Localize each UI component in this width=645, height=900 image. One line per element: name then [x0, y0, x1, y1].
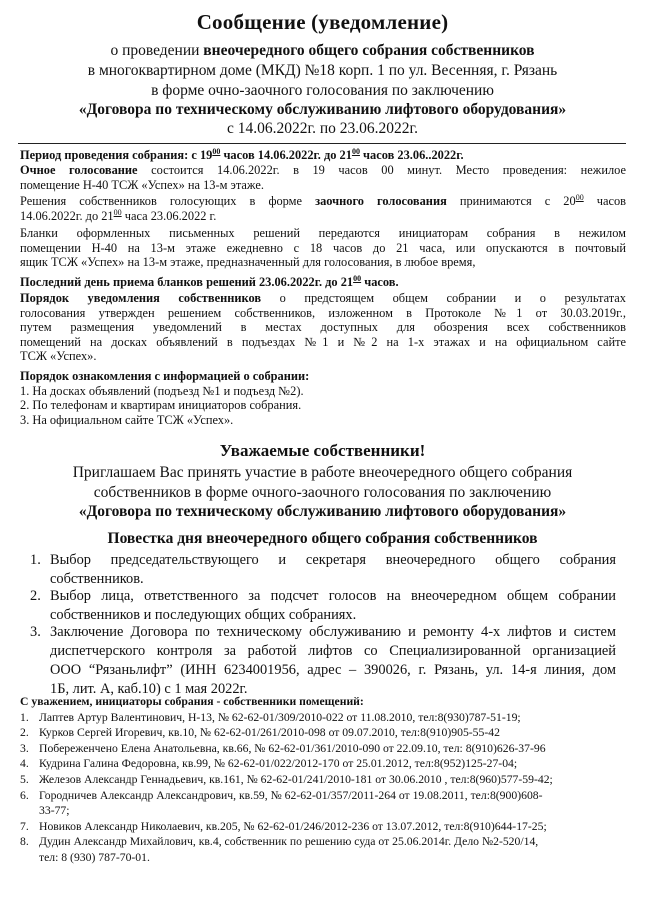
info-item: 1. На досках объявлений (подъезд №1 и подъезд №2). [20, 383, 304, 398]
period-text-b: часов 14.06.2022г. до 21 [220, 148, 352, 162]
header-line-1 [0, 41, 645, 60]
initiator-number: 5. [20, 772, 29, 786]
lastday-text-a: Последний день приема бланков решений 23.06.2022г. до 21 [20, 275, 354, 289]
period-sup-2: 00 [351, 147, 360, 156]
header-contract-title: «Договора по техническому обслуживанию лифтового оборудования» [78, 101, 567, 118]
initiator-number: 1. [20, 710, 29, 724]
period-text-c: часов 23.06..2022г. [359, 148, 464, 162]
initiator-text: Курков Сергей Игоревич, кв.10, № 62-62-01/261/2010-098 от 09.07.2010, тел:8(910)905-55-42 [39, 726, 500, 740]
header-line-2: в многоквартирном доме (МКД) №18 корп. 1 по ул. Весенняя, г. Рязань [87, 62, 558, 79]
lastday-line [20, 275, 626, 290]
ochnoe-line-2: помещение Н-40 ТСЖ «Успех» на 13-м этаже. [20, 177, 264, 192]
initiator-text: 33-77; [39, 804, 70, 818]
lastday-sup: 00 [353, 274, 362, 283]
initiator-number: 8. [20, 835, 29, 849]
header-line-1-bold: внеочередного общего собрания собственников [203, 42, 535, 59]
zaochnoe-text-a: Решения собственников голосующих в форме [20, 194, 316, 208]
agenda-item-line: собственников и последующих общих собраниях. [50, 607, 357, 623]
initiator-row [20, 834, 632, 865]
initiators-heading: С уважением, инициаторы собрания - собственники помещений: [20, 695, 364, 708]
agenda-item-line: собственников. [50, 571, 144, 587]
poryadok-line-3: путем размещения уведомлений в местах доступных для обозрения всех собственников [20, 320, 626, 335]
blanki-line-3: ящик ТСЖ «Успех» на 13-м этаже, предназначенный для голосования, в любое время, [20, 255, 476, 270]
agenda-item-line: Выбор председательствующего и секретаря внеочередного общего собрания [50, 552, 616, 568]
poryadok-line-4: помещений на досках объявлений в подъездах №1 и №2 на 1-х этажах и на официальном сайте [20, 334, 626, 349]
agenda-item-number: 3. [30, 624, 41, 640]
initiator-row [20, 741, 632, 757]
appeal-line-1: Приглашаем Вас принять участие в работе внеочередного общего собрания [72, 464, 573, 481]
header-dates: с 14.06.2022г. по 23.06.2022г. [226, 120, 419, 137]
initiator-row [20, 725, 632, 741]
agenda-item-line: 1Б, лит. А, каб.10) с 1 мая 2022г. [50, 681, 248, 697]
initiator-row [20, 710, 632, 726]
initiator-text: Новиков Александр Николаевич, кв.205, № 62-62-01/246/2012-236 от 13.07.2012, тел:8(910)644-17-25; [39, 819, 547, 833]
ochnoe-paragraph [20, 163, 626, 192]
agenda-item-line: Заключение Договора по техническому обслуживанию и ремонту 4-х лифтов и систем [50, 624, 616, 640]
poryadok-paragraph [20, 291, 626, 364]
initiator-number: 2. [20, 726, 29, 740]
initiator-text: Побереженчено Елена Анатольевна, кв.66, № 62-62-01/361/2010-090 от 22.09.10, тел: 8(910)626-37-96 [39, 741, 546, 755]
header-line-1-text: о проведении [110, 42, 204, 59]
blanki-line-1: Бланки оформленных письменных решений передаются инициаторам собрания в нежилом [20, 226, 626, 240]
zaochnoe-sup-1: 00 [575, 193, 584, 202]
appeal-line-2: собственников в форме очного-заочного голосования по заключению [93, 484, 552, 501]
agenda-item-line: ООО “Рязаньлифт” (ИНН 6234001956, адрес – 390026, г. Рязань, ул. 14-я линия, дом [50, 662, 616, 678]
initiator-text: Городничев Александр Александрович, кв.59, № 62-62-01/357/2011-264 от 19.08.2011, тел:8(900)608- [39, 788, 543, 802]
agenda-item-line: Выбор лица, ответственного за подсчет голосов на внеочередном общем собрании [50, 588, 616, 604]
zaochnoe-text-b: принимаются с 20 [446, 194, 576, 208]
agenda-item [30, 551, 616, 589]
agenda-item [30, 623, 616, 699]
info-heading: Порядок ознакомления с информацией о собрании: [20, 369, 310, 383]
info-item: 2. По телефонам и квартирам инициаторов собрания. [20, 398, 302, 413]
agenda-item [30, 587, 616, 625]
initiator-text: Дудин Александр Михайлович, кв.4, собственник по решению суда от 25.06.2014г. Дело №2-520/14, [39, 835, 539, 849]
agenda-item-number: 1. [30, 552, 41, 568]
initiator-row [20, 772, 632, 788]
appeal-line-3: «Договора по техническому обслуживанию лифтового оборудования» [78, 503, 567, 520]
zaochnoe-paragraph [20, 194, 626, 223]
agenda-item-number: 2. [30, 588, 41, 604]
info-item: 3. На официальном сайте ТСЖ «Успех». [20, 412, 234, 427]
zaochnoe-sup-2: 00 [113, 207, 122, 217]
initiator-number: 4. [20, 757, 29, 771]
notice-title: Сообщение (уведомление) [196, 10, 449, 34]
initiator-number: 7. [20, 819, 29, 833]
zaochnoe-line2-b: часа 23.06.2022 г. [121, 208, 217, 223]
appeal-heading: Уважаемые собственники! [219, 441, 426, 460]
divider [18, 143, 626, 144]
initiator-row [20, 788, 632, 819]
poryadok-bold: Порядок уведомления собственников [20, 291, 262, 305]
initiator-text: Кудрина Галина Федоровна, кв.99, № 62-62-01/022/2012-170 от 25.01.2012, тел:8(952)125-27-04; [39, 757, 518, 771]
blanki-line-2: помещении Н-40 на 13-м этаже ежедневно с 18 часов до 21 часа, или опускаются в почтовый [20, 240, 626, 255]
initiator-text: Железов Александр Геннадьевич, кв.161, № 62-62-01/241/2010-181 от 30.06.2010 , тел:8(960)577-59-42; [39, 772, 553, 786]
period-sup-1: 00 [212, 147, 221, 156]
initiator-row [20, 819, 632, 835]
agenda-item-line: диспетчерского контроля за работой лифтов со Специализированной организацией [50, 643, 616, 659]
zaochnoe-line2-a: 14.06.2022г. до 21 [20, 208, 114, 223]
poryadok-line-2: голосования утвержден решением собственников, изложенном в Протоколе №1 от 30.03.2019г., [20, 305, 626, 320]
initiator-text: Лаптев Артур Валентинович, Н-13, № 62-62-01/309/2010-022 от 11.08.2010, тел:8(930)787-51-19; [39, 710, 521, 724]
period-line [20, 148, 626, 163]
initiators-section [20, 694, 632, 866]
lastday-text-b: часов. [361, 275, 399, 289]
initiator-text: тел: 8 (930) 787-70-01. [39, 850, 150, 864]
poryadok-line-5: ТСЖ «Успех». [20, 349, 97, 364]
zaochnoe-text-c: часов [583, 194, 627, 208]
initiator-number: 3. [20, 741, 29, 755]
initiator-number: 6. [20, 788, 29, 802]
ochnoe-line-1: состоится 14.06.2022г. в 19 часов 00 минут. Место проведения: нежилое [137, 163, 627, 177]
poryadok-line-1: о предстоящем общем собрании и о результатах [261, 291, 627, 305]
agenda-heading: Повестка дня внеочередного общего собрания собственников [107, 530, 538, 547]
header-line-3: в форме очно-заочного голосования по заключению [151, 82, 494, 99]
zaochnoe-bold: заочного голосования [315, 194, 447, 208]
period-text-a: Период проведения собрания: с 19 [20, 148, 213, 162]
initiator-row [20, 756, 632, 772]
ochnoe-bold: Очное голосование [20, 163, 138, 177]
blanki-paragraph [20, 226, 626, 270]
info-section [20, 369, 626, 427]
